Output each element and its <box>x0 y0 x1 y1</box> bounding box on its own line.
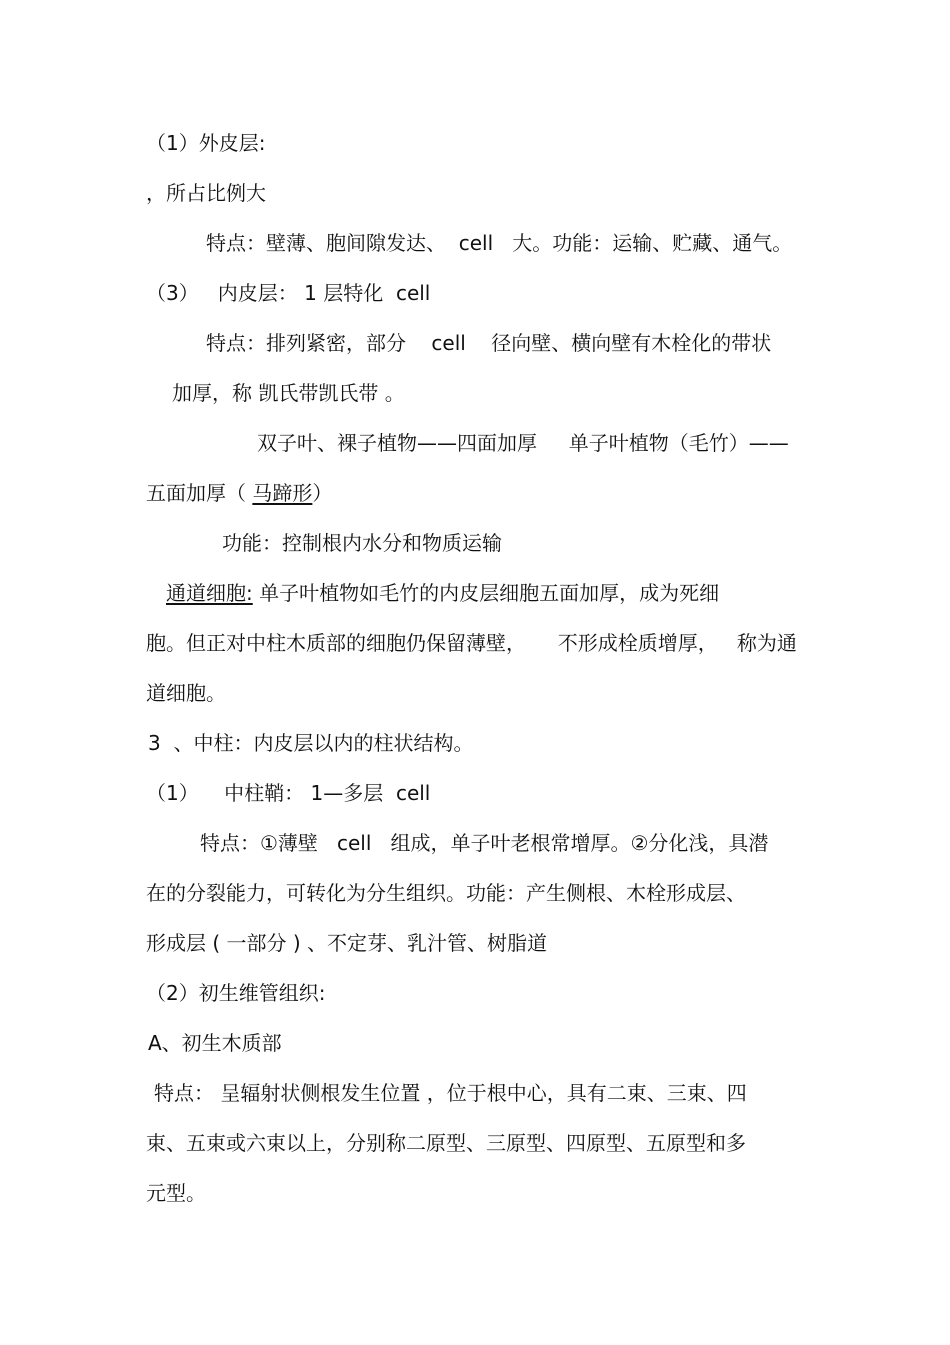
heading-stele: 3 、中柱：内皮层以内的柱状结构。 <box>148 731 474 755</box>
paragraph-line: 加厚，称 凯氏带凯氏带 。 <box>172 381 405 405</box>
paragraph-line <box>146 480 332 506</box>
heading-primary-xylem: A、初生木质部 <box>148 1031 282 1055</box>
paragraph-line: 功能：控制根内水分和物质运输 <box>222 531 502 555</box>
paragraph-line: 在的分裂能力，可转化为分生组织。功能：产生侧根、木栓形成层、 <box>146 881 746 905</box>
underlined-term-horseshoe: 马蹄形 <box>252 481 313 505</box>
paragraph-line: 元型。 <box>146 1181 206 1205</box>
paragraph-line: 特点：壁薄、胞间隙发达、 cell 大。功能：运输、贮藏、通气。 <box>206 231 793 255</box>
heading-endodermis: （3） 内皮层： 1 层特化 cell <box>146 281 431 305</box>
paragraph-line: 特点：①薄壁 cell 组成，单子叶老根常增厚。②分化浅，具潜 <box>200 831 769 855</box>
paragraph-line: 特点：排列紧密，部分 cell 径向壁、横向壁有木栓化的带状 <box>206 331 772 355</box>
paragraph-line: 形成层 ( 一部分 ) 、不定芽、乳汁管、树脂道 <box>146 931 548 955</box>
text-segment: 五面加厚（ <box>146 481 253 505</box>
text-segment: 单子叶植物如毛竹的内皮层细胞五面加厚，成为死细 <box>252 581 720 605</box>
paragraph-line <box>166 580 719 606</box>
heading-primary-vascular: （2）初生维管组织: <box>146 981 326 1005</box>
paragraph-line: 双子叶、裸子植物——四面加厚 单子叶植物（毛竹）—— <box>257 431 789 455</box>
paragraph-line: ，所占比例大 <box>146 181 266 205</box>
text-segment: ） <box>312 481 333 505</box>
paragraph-line: 特点： 呈辐射状侧根发生位置 ，位于根中心，具有二束、三束、四 <box>154 1081 747 1105</box>
heading-pericycle: （1） 中柱鞘： 1—多层 cell <box>146 781 431 805</box>
paragraph-line: 道细胞。 <box>146 681 226 705</box>
paragraph-line: 束、五束或六束以上，分别称二原型、三原型、四原型、五原型和多 <box>146 1131 746 1155</box>
paragraph-line: 胞。但正对中柱木质部的细胞仍保留薄壁， 不形成栓质增厚， 称为通 <box>146 631 797 655</box>
underlined-term-passage-cell: 通道细胞: <box>166 581 253 605</box>
heading-outer-cortex: （1）外皮层: <box>146 131 266 155</box>
